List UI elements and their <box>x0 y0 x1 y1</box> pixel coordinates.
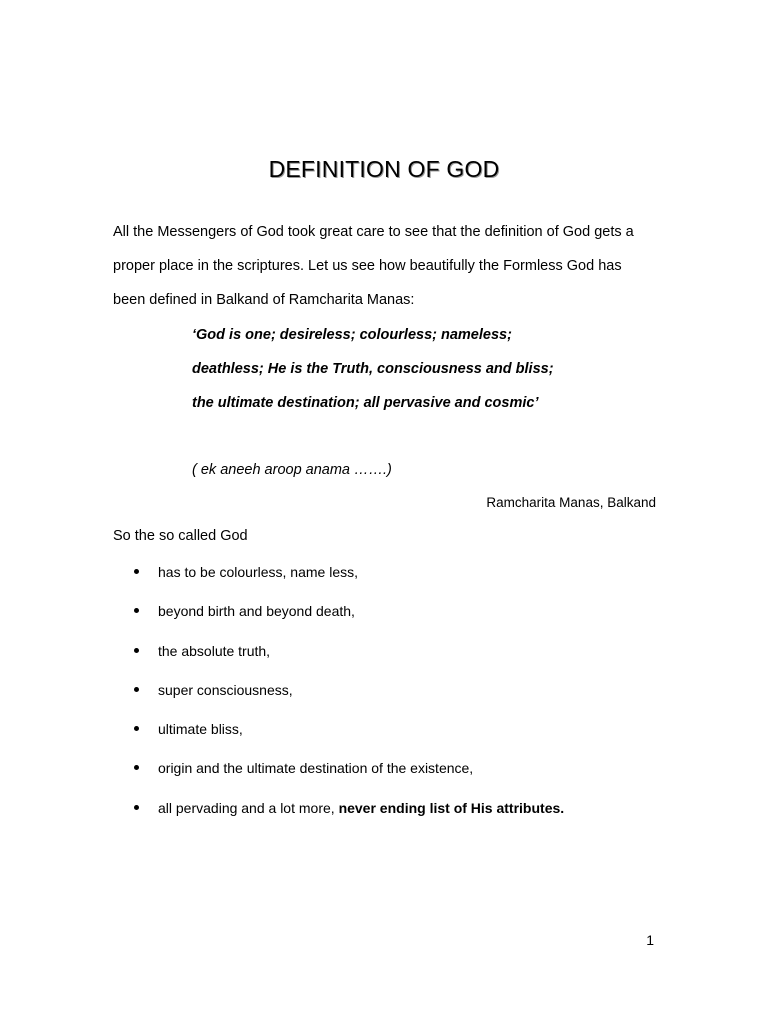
paragraph-line: proper place in the scriptures. Let us see how beautifully the Formless God has <box>113 258 622 274</box>
list-item <box>132 795 564 834</box>
intro-paragraph <box>113 215 673 317</box>
list-item-text: super consciousness, <box>158 681 293 698</box>
list-item <box>132 559 564 598</box>
list-item-text: origin and the ultimate destination of the existence, <box>158 760 474 777</box>
list-item-text: has to be colourless, name less, <box>158 564 358 580</box>
list-item-text: all pervading and a lot more, <box>158 799 335 816</box>
list-item <box>132 755 564 794</box>
list-item <box>132 716 564 755</box>
page-number: 1 <box>646 932 654 948</box>
paragraph-line: All the Messengers of God took great care to see that the definition of God gets a <box>113 224 634 240</box>
bullet-icon <box>134 687 139 692</box>
bullet-icon <box>134 648 139 653</box>
bullet-icon <box>134 608 139 613</box>
quote-line: deathless; He is the Truth, consciousness and bliss; <box>192 361 554 377</box>
quote-line: ‘God is one; desireless; colourless; nameless; <box>192 327 512 343</box>
list-item-emphasis: never ending list of His attributes. <box>338 799 565 816</box>
list-item-text: the absolute truth, <box>158 642 271 659</box>
list-item-text: ultimate bliss, <box>158 721 243 738</box>
list-intro: So the so called God <box>113 528 248 544</box>
bullet-icon <box>134 765 139 770</box>
scripture-quote <box>192 318 672 420</box>
list-item <box>132 638 564 677</box>
quote-attribution: Ramcharita Manas, Balkand <box>486 495 656 510</box>
page-title: DEFINITION OF GOD <box>268 156 500 182</box>
attribute-list <box>132 559 564 834</box>
bullet-icon <box>134 569 139 574</box>
bullet-icon <box>134 805 139 810</box>
list-item-text: beyond birth and beyond death, <box>158 603 355 620</box>
list-item <box>132 677 564 716</box>
quote-line: the ultimate destination; all pervasive and cosmic’ <box>192 395 539 411</box>
bullet-icon <box>134 726 139 731</box>
transliteration: ( ek aneeh aroop anama …….) <box>192 462 392 478</box>
list-item <box>132 598 564 637</box>
paragraph-line: been defined in Balkand of Ramcharita Manas: <box>113 292 415 308</box>
